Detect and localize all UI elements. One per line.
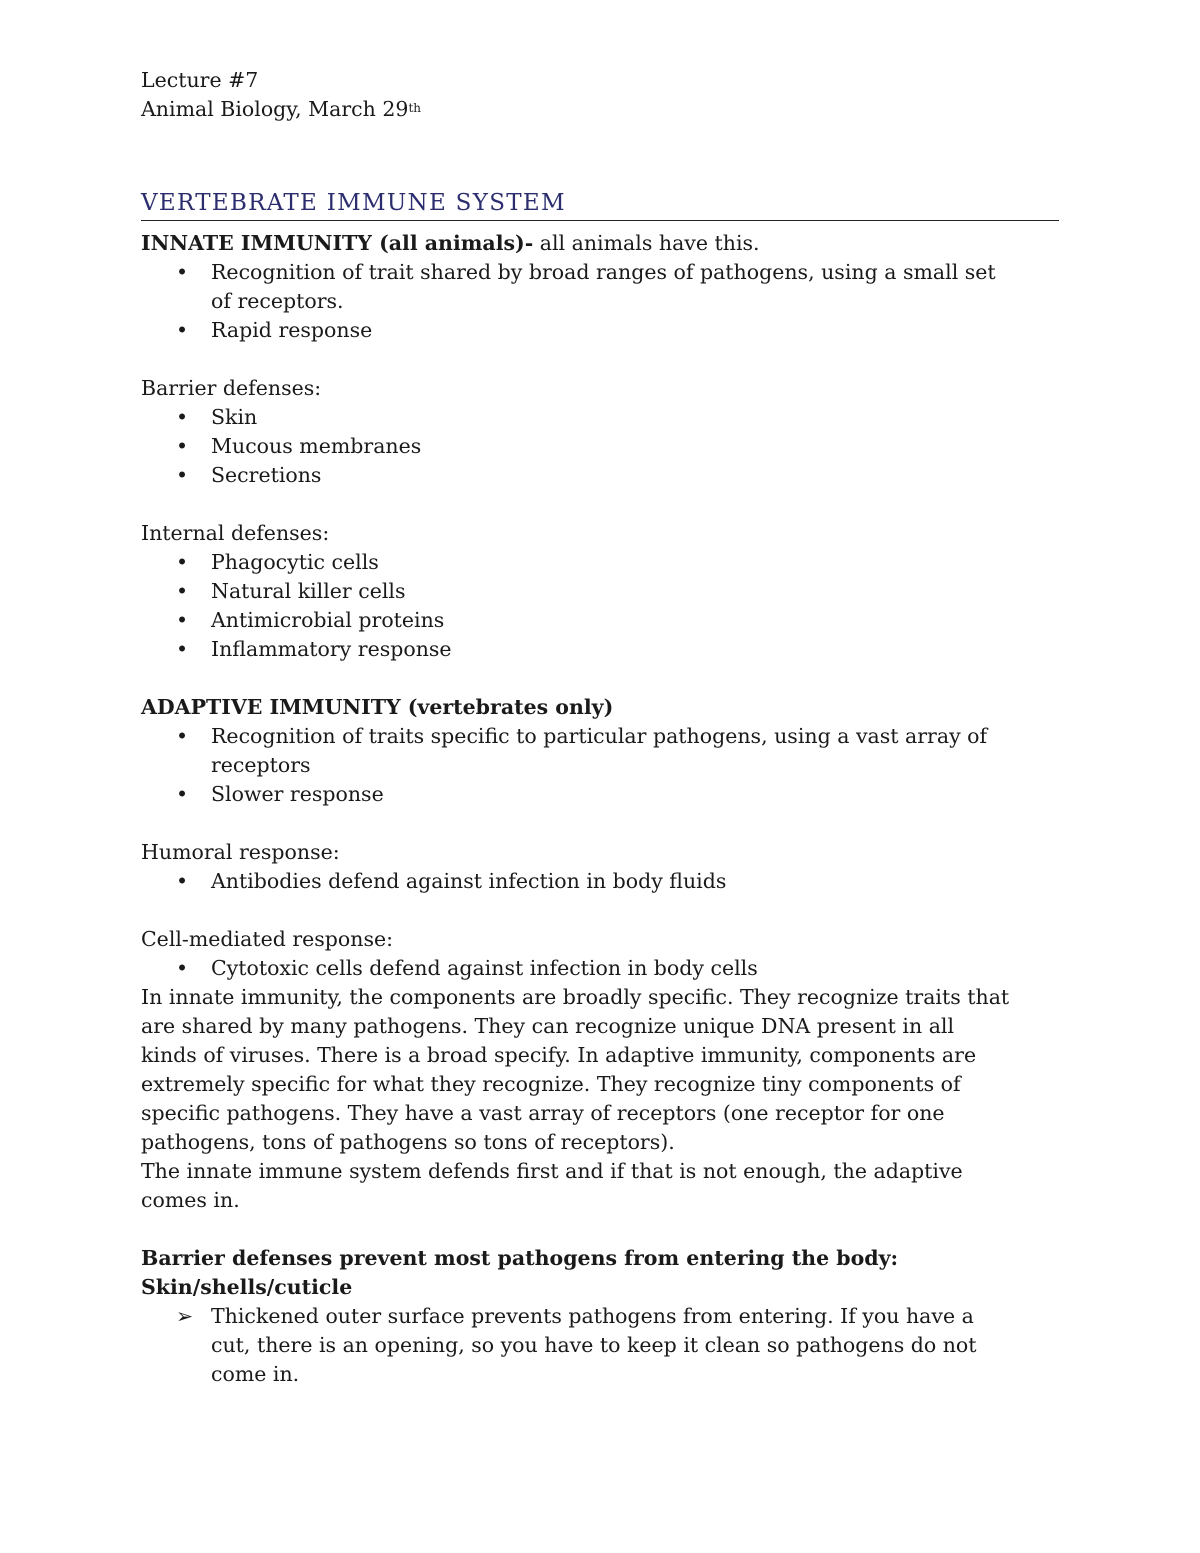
bullet-icon: • [176,956,189,980]
bullet-icon: • [176,260,189,284]
paragraph-line: extremely specific for what they recognize. They recognize tiny components of [141,1072,961,1096]
bullet-icon: • [176,405,189,429]
cell-mediated-label: Cell-mediated response: [141,927,394,951]
barrier-section-list [141,1302,1059,1389]
list-item-text: Rapid response [211,318,373,342]
bullet-icon: • [176,463,189,487]
bullet-icon: • [176,637,189,661]
adaptive-heading: ADAPTIVE IMMUNITY (vertebrates only) [141,695,614,719]
paragraph-line: In innate immunity, the components are broadly specific. They recognize traits that [141,985,1010,1009]
list-item [141,867,1059,896]
list-item-text: Secretions [211,463,322,487]
paragraph-line: kinds of viruses. There is a broad specify. In adaptive immunity, components are [141,1043,977,1067]
list-item [141,461,1059,490]
barrier-label: Barrier defenses: [141,376,322,400]
bullet-icon: • [176,434,189,458]
bullet-icon: • [176,724,189,748]
list-item-text: of receptors. [211,289,344,313]
list-item [141,316,1059,345]
list-item [141,1302,1059,1331]
date-suffix: th [408,101,422,115]
internal-list [141,548,1059,664]
list-item [141,403,1059,432]
document-content [141,66,1059,1389]
list-item [141,258,1059,287]
paragraph-line: The innate immune system defends first and if that is not enough, the adaptive [141,1159,963,1183]
internal-label: Internal defenses: [141,521,330,545]
innate-heading-bold: INNATE IMMUNITY (all animals)- [141,231,534,255]
bullet-icon: • [176,550,189,574]
arrow-bullet-icon: ➢ [176,1304,194,1328]
paragraph-line: comes in. [141,1188,240,1212]
list-item [141,954,1059,983]
barrier-section-subheading: Skin/shells/cuticle [141,1275,353,1299]
list-item-text: cut, there is an opening, so you have to keep it clean so pathogens do not [211,1333,977,1357]
list-item-text: Antimicrobial proteins [211,608,445,632]
list-item-text: Thickened outer surface prevents pathogens from entering. If you have a [211,1304,974,1328]
list-item [141,577,1059,606]
bullet-icon: • [176,579,189,603]
page-title: VERTEBRATE IMMUNE SYSTEM [141,187,1059,221]
list-item-text: Cytotoxic cells defend against infection in body cells [211,956,758,980]
barrier-list [141,403,1059,490]
list-item-continuation [141,1331,1059,1360]
list-item-continuation [141,287,1059,316]
paragraph-line: are shared by many pathogens. They can recognize unique DNA present in all [141,1014,955,1038]
barrier-section-heading: Barrier defenses prevent most pathogens from entering the body: [141,1246,899,1270]
course-date-text: Animal Biology, March 29 [141,97,409,121]
paragraph-line: specific pathogens. They have a vast array of receptors (one receptor for one [141,1101,945,1125]
list-item-continuation [141,1360,1059,1389]
list-item-text: Inflammatory response [211,637,452,661]
adaptive-list [141,722,1059,809]
list-item-continuation [141,751,1059,780]
innate-heading [141,229,1059,258]
list-item-text: Mucous membranes [211,434,422,458]
cell-mediated-list [141,954,1059,983]
list-item [141,606,1059,635]
bullet-icon: • [176,782,189,806]
list-item-text: come in. [211,1362,300,1386]
list-item-text: receptors [211,753,311,777]
list-item-text: Slower response [211,782,384,806]
list-item [141,432,1059,461]
list-item-text: Natural killer cells [211,579,406,603]
list-item [141,722,1059,751]
bullet-icon: • [176,318,189,342]
bullet-icon: • [176,869,189,893]
list-item-text: Phagocytic cells [211,550,379,574]
lecture-number: Lecture #7 [141,68,259,92]
list-item [141,635,1059,664]
innate-heading-rest: all animals have this. [533,231,760,255]
humoral-label: Humoral response: [141,840,340,864]
list-item-text: Recognition of trait shared by broad ranges of pathogens, using a small set [211,260,996,284]
body-paragraph [141,983,1059,1215]
innate-list [141,258,1059,345]
list-item-text: Antibodies defend against infection in body fluids [211,869,727,893]
list-item [141,548,1059,577]
course-date [141,95,1059,124]
list-item-text: Recognition of traits specific to particular pathogens, using a vast array of [211,724,988,748]
humoral-list [141,867,1059,896]
list-item-text: Skin [211,405,258,429]
paragraph-line: pathogens, tons of pathogens so tons of receptors). [141,1130,675,1154]
bullet-icon: • [176,608,189,632]
list-item [141,780,1059,809]
